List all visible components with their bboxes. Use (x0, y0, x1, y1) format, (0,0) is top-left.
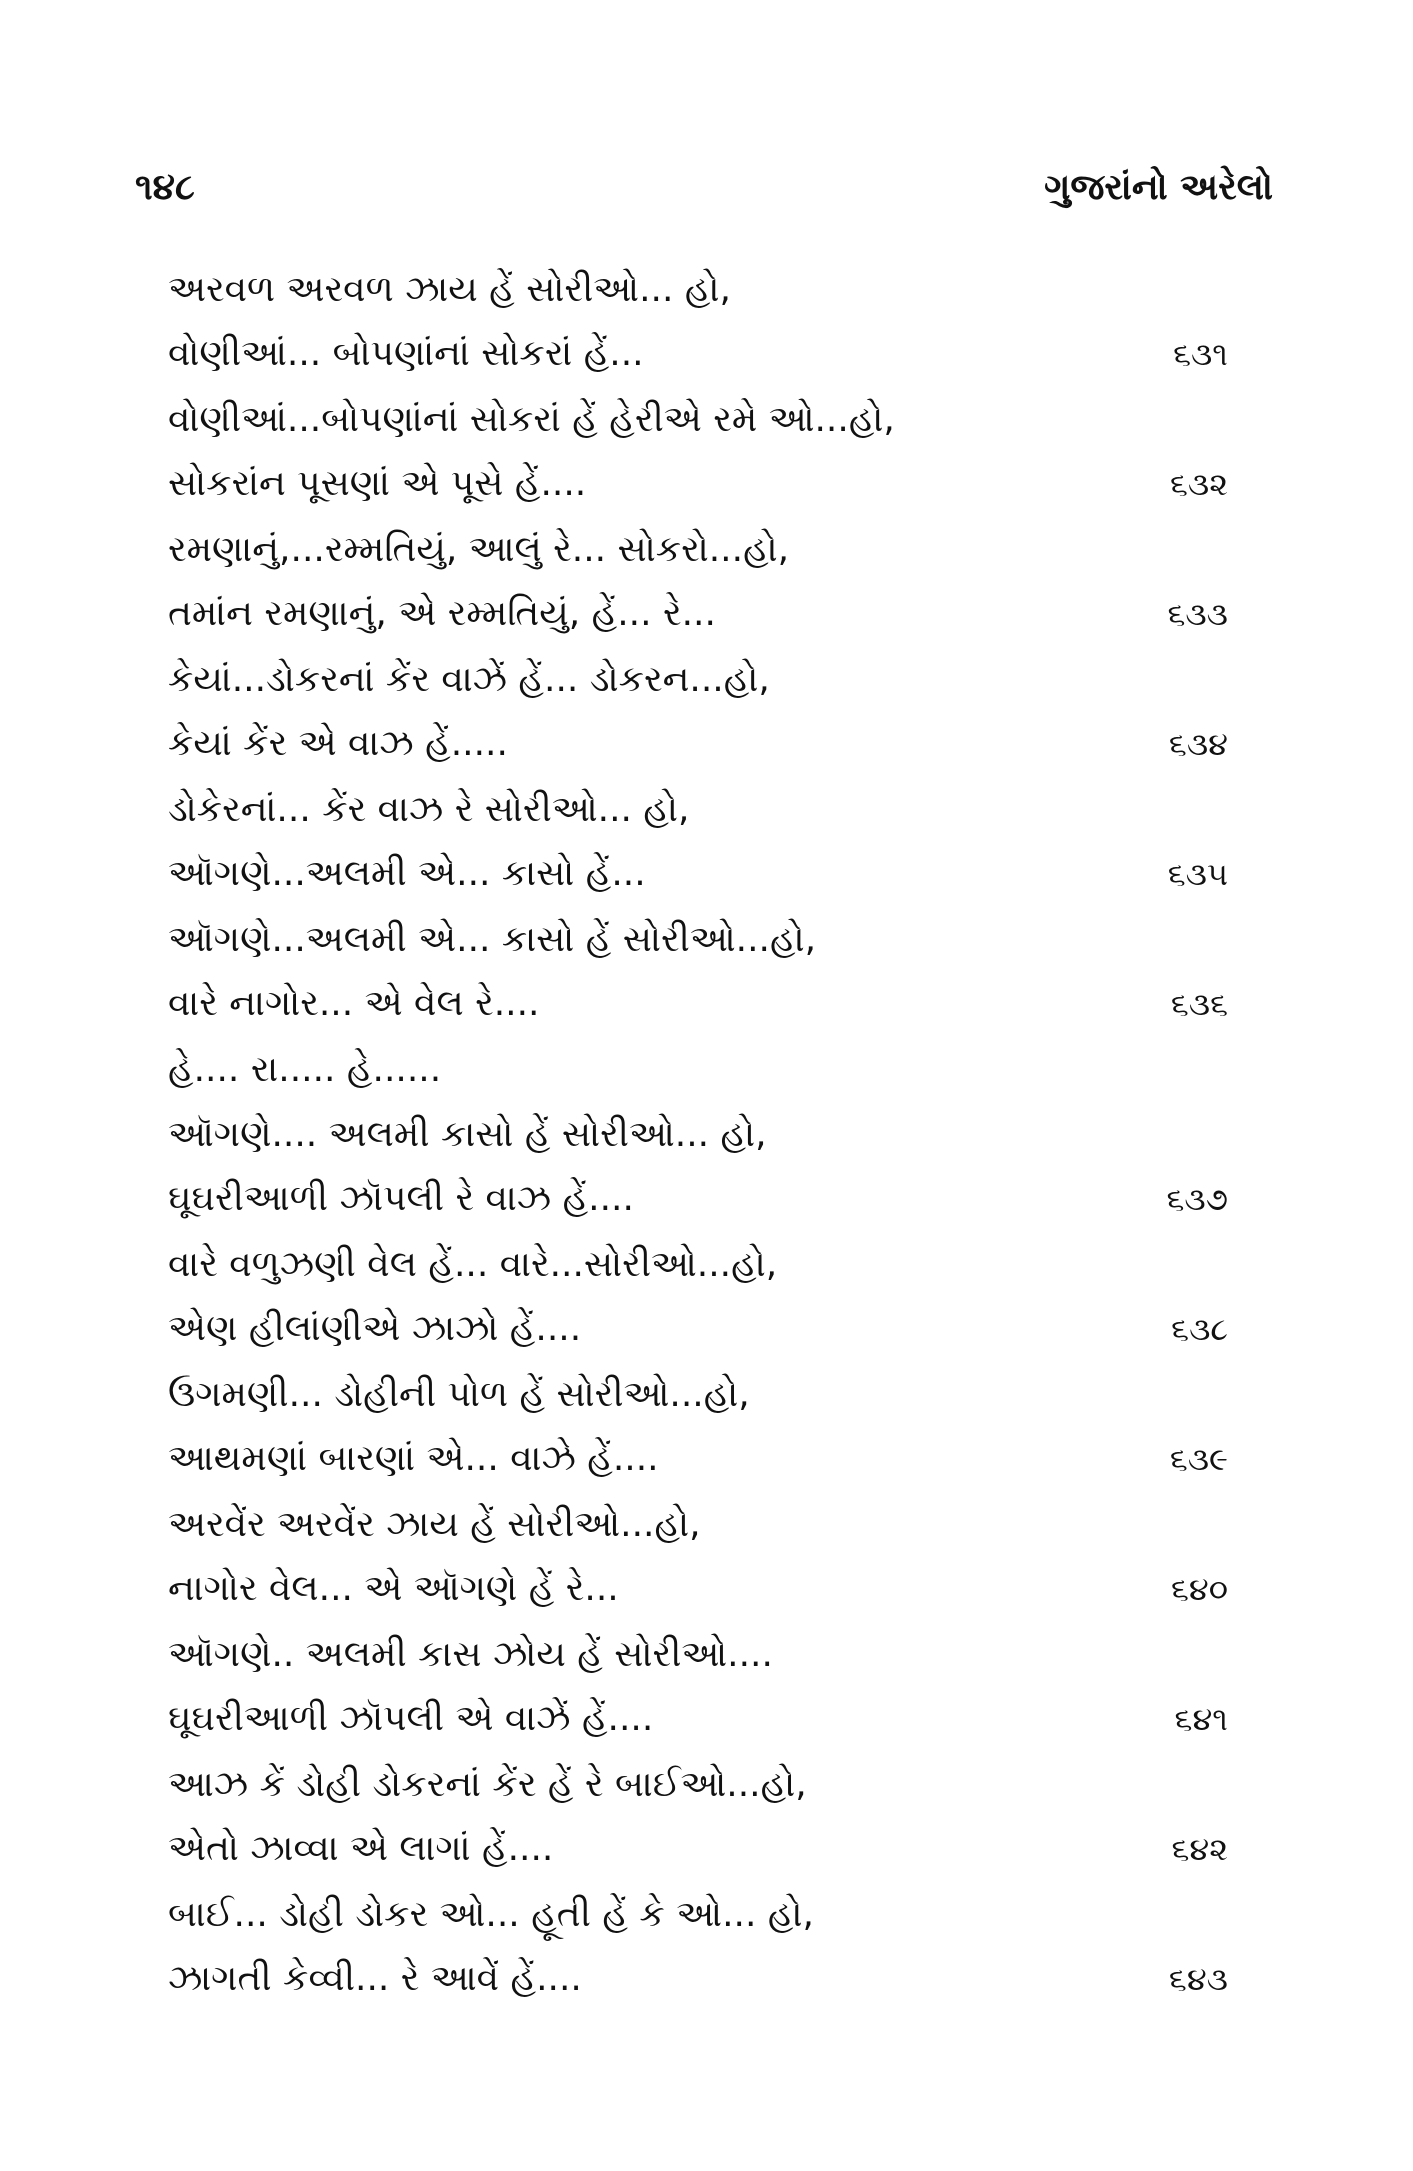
verse-number: ૬૩૩ (1167, 595, 1228, 633)
verse-line: અરવળ અરવળ ઝાય હેં સોરીઓ... હો, (168, 269, 731, 310)
verse-block (168, 1233, 1228, 1363)
verse-block (168, 1623, 1228, 1753)
verse-line: કેયાં...ડોકરનાં કેંર વાઝેં હેં... ડોકરન...હો, (168, 659, 770, 700)
verse-line: ઑગણે.... અલમી કાસો હેં સોરીઓ... હો, (168, 1114, 767, 1155)
verse-block (168, 388, 1228, 518)
verse-line: વારે નાગોર... એ વેલ રે.... (168, 983, 540, 1024)
verse-block (168, 648, 1228, 778)
verse-line: વોણીઆં... બોપણાંનાં સોકરાં હેં... (168, 333, 644, 374)
verse-number: ૬૪૦ (1170, 1570, 1228, 1608)
running-title: ગુજરાંનો અરેલો (1044, 167, 1273, 208)
verse-block (168, 1103, 1228, 1233)
verse-line: ઘૂઘરીઆળી ઝૉપલી રે વાઝ હેં.... (168, 1178, 634, 1219)
page-number: ૧૪૮ (135, 167, 195, 208)
verse-line: ઑગણે.. અલમી કાસ ઝોય હેં સોરીઓ.... (168, 1634, 773, 1675)
verse-block (168, 1493, 1228, 1623)
verse-number: ૬૩૯ (1169, 1440, 1228, 1478)
verse-block (168, 258, 1228, 388)
verse-line: એણ હીલાંણીએ ઝાઝો હેં.... (168, 1308, 582, 1349)
verse-line: કેયાં કેંર એ વાઝ હેં..... (168, 723, 508, 764)
verse-line: એતો ઝાવ્વા એ લાગાં હેં.... (168, 1828, 554, 1869)
verse-line: સોકરાંન પૂસણાં એ પૂસે હેં.... (168, 463, 587, 504)
verse-line: તમાંન રમણાનું, એ રમ્મતિયું, હેં... રે... (168, 593, 716, 634)
verse-line: નાગોર વેલ... એ ઑગણે હેં રે... (168, 1568, 619, 1609)
verse-list (168, 258, 1228, 2013)
verse-number: ૬૪૧ (1174, 1700, 1228, 1738)
verse-line: અરવેંર અરવેંર ઝાય હેં સોરીઓ...હો, (168, 1504, 701, 1545)
verse-number: ૬૩૭ (1166, 1180, 1228, 1218)
verse-line: ઑગણે...અલમી એ... કાસો હેં... (168, 853, 646, 894)
verse-number: ૬૪૩ (1168, 1960, 1228, 1998)
verse-line: બાઈ... ડોહી ડોકર ઓ... હૂતી હેં કે ઓ... હો, (168, 1894, 814, 1935)
verse-block (168, 778, 1228, 908)
verse-number: ૬૩૧ (1173, 335, 1228, 373)
page-header (135, 158, 1273, 218)
verse-line: ડોકેરનાં... કેંર વાઝ રે સોરીઓ... હો, (168, 789, 690, 830)
verse-block (168, 1038, 1228, 1103)
verse-line: રમણાનું,...રમ્મતિયું, આલું રે... સોકરો...હો, (168, 529, 790, 570)
verse-number: ૬૩૬ (1170, 985, 1228, 1023)
verse-line: વારે વળુઝણી વેલ હેં... વારે...સોરીઓ...હો, (168, 1244, 778, 1285)
verse-line: આથમણાં બારણાં એ... વાઝે હેં.... (168, 1438, 659, 1479)
verse-line: ઝાગતી કેવ્વી... રે આવેં હેં.... (168, 1958, 582, 1999)
verse-line: વોણીઆં...બોપણાંનાં સોકરાં હેં હેરીએ રમે ઓ...હો, (168, 399, 895, 440)
verse-line: ઉગમણી... ડોહીની પોળ હેં સોરીઓ...હો, (168, 1374, 750, 1415)
verse-line: આઝ કેં ડોહી ડોકરનાં કેંર હેં રે બાઈઓ...હો, (168, 1764, 807, 1805)
verse-block (168, 908, 1228, 1038)
verse-number: ૬૩૪ (1168, 725, 1228, 763)
verse-line: હે.... રા..... હે...... (168, 1049, 442, 1090)
verse-line: ઑગણે...અલમી એ... કાસો હેં સોરીઓ...હો, (168, 919, 817, 960)
verse-block (168, 1363, 1228, 1493)
verse-number: ૬૩૨ (1169, 465, 1228, 503)
verse-number: ૬૩૮ (1171, 1310, 1228, 1348)
verse-block (168, 1753, 1228, 1883)
verse-number: ૬૪૨ (1171, 1830, 1228, 1868)
verse-block (168, 1883, 1228, 2013)
verse-block (168, 518, 1228, 648)
verse-number: ૬૩૫ (1167, 855, 1228, 893)
verse-line: ઘૂઘરીઆળી ઝૉપલી એ વાઝેં હેં.... (168, 1698, 654, 1739)
